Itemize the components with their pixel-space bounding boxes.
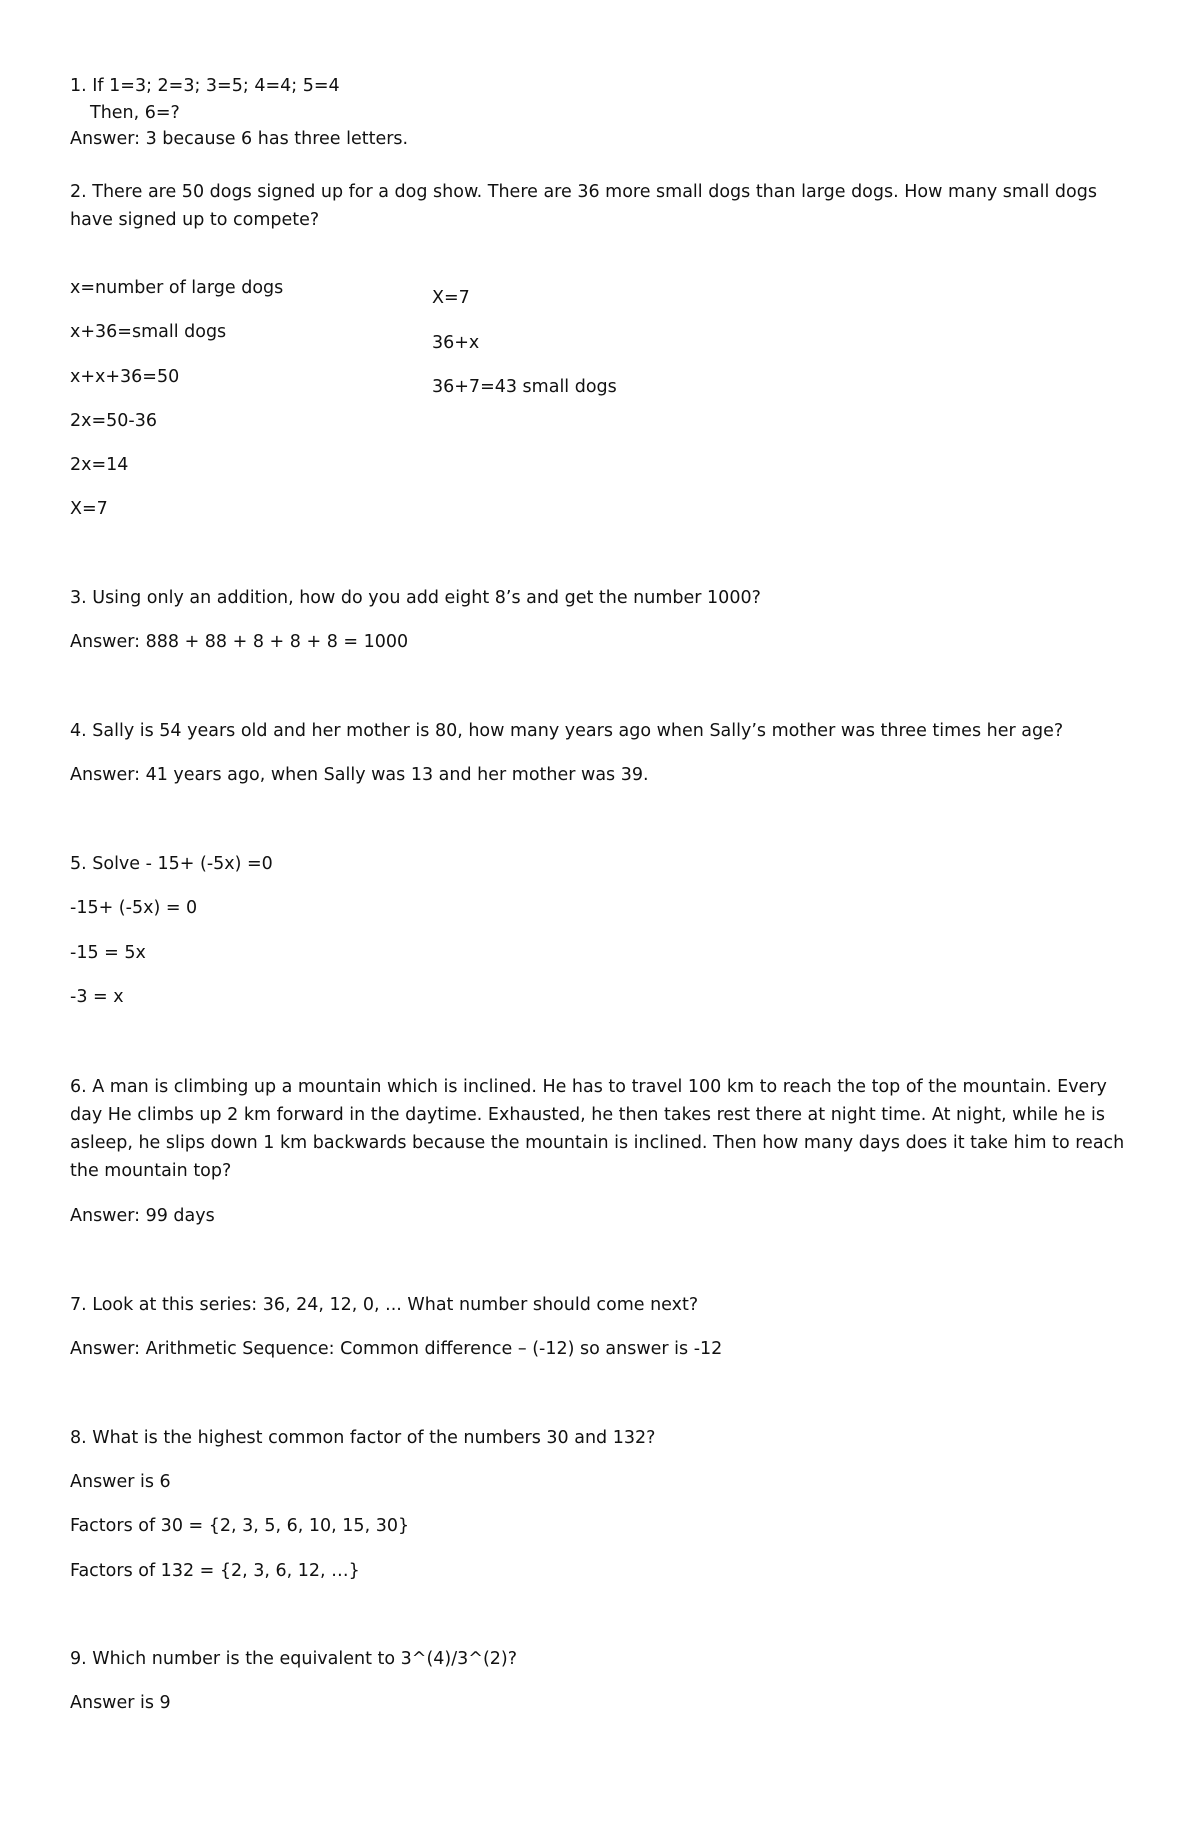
q5-step-2: -15 = 5x bbox=[70, 943, 146, 963]
q8-answer: Answer is 6 bbox=[70, 1472, 171, 1492]
q5-question: 5. Solve - 15+ (-5x) =0 bbox=[70, 854, 273, 874]
q6-answer: Answer: 99 days bbox=[70, 1206, 215, 1226]
q2-work-right-3: 36+7=43 small dogs bbox=[432, 377, 617, 397]
q5-step-3: -3 = x bbox=[70, 987, 124, 1007]
q2-work-left-1: x=number of large dogs bbox=[70, 278, 284, 298]
q2-work-right-1: X=7 bbox=[432, 288, 470, 308]
q5-step-1: -15+ (-5x) = 0 bbox=[70, 898, 198, 918]
q2-work-left-5: 2x=14 bbox=[70, 455, 129, 475]
q2-question: 2. There are 50 dogs signed up for a dog show. There are 36 more small dogs than large dogs. How many small dogs have signed up to compete? bbox=[70, 182, 1097, 230]
q6-question: 6. A man is climbing up a mountain which is inclined. He has to travel 100 km to reach the top of the mountain. Every day He climbs up 2 km forward in the daytime. Exhausted, he then takes rest there at night time. At night, while he is asleep, he slips down 1 km backwards because the mountain is inclined. Then how many days does it take him to reach the mountain top? bbox=[70, 1077, 1125, 1181]
q8-factors-30: Factors of 30 = {2, 3, 5, 6, 10, 15, 30} bbox=[70, 1516, 410, 1536]
q7-answer: Answer: Arithmetic Sequence: Common difference – (-12) so answer is -12 bbox=[70, 1339, 723, 1359]
q9-answer: Answer is 9 bbox=[70, 1693, 171, 1713]
q4-answer: Answer: 41 years ago, when Sally was 13 and her mother was 39. bbox=[70, 765, 649, 785]
q9-question: 9. Which number is the equivalent to 3^(4)/3^(2)? bbox=[70, 1649, 518, 1669]
q2-work-left-6: X=7 bbox=[70, 499, 108, 519]
q2-work-left-3: x+x+36=50 bbox=[70, 367, 180, 387]
q1-answer: Answer: 3 because 6 has three letters. bbox=[70, 129, 409, 149]
q4-question: 4. Sally is 54 years old and her mother is 80, how many years ago when Sally’s mother was three times her age? bbox=[70, 721, 1064, 741]
q2-work-left-2: x+36=small dogs bbox=[70, 322, 227, 342]
q3-answer: Answer: 888 + 88 + 8 + 8 + 8 = 1000 bbox=[70, 632, 409, 652]
q8-factors-132: Factors of 132 = {2, 3, 6, 12, …} bbox=[70, 1561, 360, 1581]
q8-question: 8. What is the highest common factor of the numbers 30 and 132? bbox=[70, 1428, 656, 1448]
q2-work-left-4: 2x=50-36 bbox=[70, 411, 158, 431]
q2-work-right-2: 36+x bbox=[432, 333, 480, 353]
q7-question: 7. Look at this series: 36, 24, 12, 0, ... What number should come next? bbox=[70, 1295, 699, 1315]
q3-question: 3. Using only an addition, how do you add eight 8’s and get the number 1000? bbox=[70, 588, 761, 608]
q1-then: Then, 6=? bbox=[90, 103, 180, 123]
q1-question: 1. If 1=3; 2=3; 3=5; 4=4; 5=4 bbox=[70, 76, 340, 96]
